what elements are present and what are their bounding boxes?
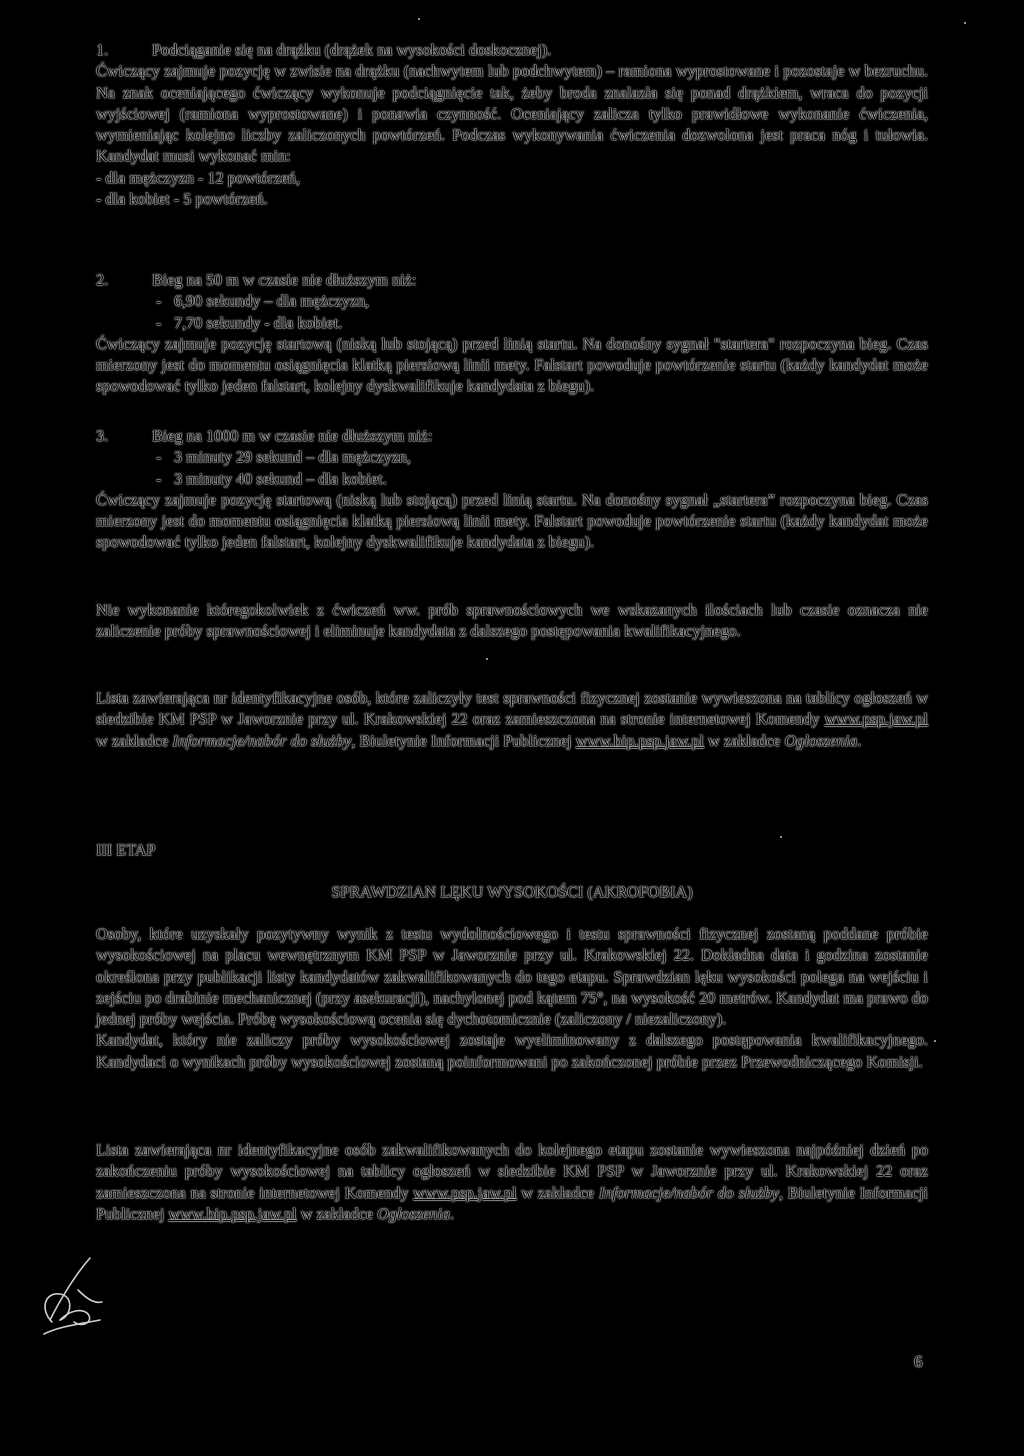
list-paragraph-2-text — [96, 1140, 928, 1225]
section-2-number: 2. — [96, 271, 109, 289]
link-psp-jaw-2[interactable]: www.psp.jaw.pl — [413, 1183, 517, 1202]
list-2-part-d: w zakładce — [296, 1204, 378, 1223]
section-1 — [96, 40, 928, 210]
link-psp-jaw[interactable]: www.psp.jaw.pl — [824, 710, 928, 729]
section-1-number: 1. — [96, 41, 109, 59]
list-paragraph-2 — [96, 1140, 928, 1225]
bullet-dash: - — [156, 313, 162, 332]
section-2-body: Ćwiczący zajmuje pozycję startową (niską lub stojącą) przed linią startu. Na donośny sygnał "startera" rozpoczyna bieg. Czas mierzony jest do momentu osiągnięcia klatką piersiową linii mety. Falstart powoduje powtórzenie startu (każdy kandydat może spowodować tylko jeden falstart, kolejny dyskwalifikuje kandydata z biegu). — [96, 334, 928, 396]
section-2-heading — [96, 270, 928, 291]
stage-3-paragraph-text: Osoby, które uzyskały pozytywny wynik z testu wydolnościowego i testu sprawności fizycznej zostaną poddane próbie wysokościowej na placu wewnętrznym KM PSP w Jaworznie przy ul. Krakowskiej 22. Dokładna data i godzina zostanie określona przy publikacji listy kandydatów zakwalifikowanych do tego etapu. Sprawdzian lęku wysokości polega na wejściu i zejściu po drabinie mechanicznej (przy asekuracji), nachylonej pod kątem 75°, na wysokość 20 metrów. Kandydat ma prawo do jednej próby wejścia. Próbę wysokościową ocenia się dychotomicznie (zaliczony / niezaliczony). — [96, 925, 928, 1029]
stage-3-title-text: SPRAWDZIAN LĘKU WYSOKOŚCI (AKROFOBIA) — [331, 883, 693, 901]
section-2-item-women-text: 7,70 sekundy - dla kobiet. — [174, 313, 343, 332]
list-2-italic-announcements: Ogłoszenia — [377, 1204, 450, 1223]
section-2-item-men — [96, 291, 928, 312]
scan-speck — [418, 18, 420, 20]
list-1-part-e: . — [857, 731, 862, 750]
section-2 — [96, 270, 928, 398]
list-2-italic-tab: Informacje/nabór do służby — [598, 1183, 779, 1202]
list-2-part-b: w zakładce — [516, 1183, 599, 1202]
requirement-women: - dla kobiet - 5 powtórzeń. — [96, 190, 268, 209]
section-3-item-women — [96, 469, 928, 490]
list-2-part-c: , Biuletynie Informacji Publicznej — [96, 1183, 928, 1223]
fail-paragraph — [96, 600, 928, 643]
link-bip-psp-jaw[interactable]: www.bip.psp.jaw.pl — [575, 731, 704, 750]
section-1-heading — [96, 40, 928, 61]
section-3-item-men-text: 3 minuty 29 sekund – dla mężczyzn, — [174, 448, 411, 467]
section-3 — [96, 426, 928, 554]
section-2-title: Bieg na 50 m w czasie nie dłuższym niż: — [152, 271, 417, 289]
list-1-italic-announcements: Ogłoszenia — [784, 731, 858, 750]
section-2-item-women — [96, 313, 928, 334]
handwritten-signature-icon — [30, 1250, 120, 1340]
stage-3-paragraph — [96, 924, 928, 1073]
list-paragraph-1-text — [96, 688, 928, 752]
list-1-part-b: w zakładce — [96, 731, 173, 750]
bullet-dash: - — [156, 469, 162, 488]
section-3-number: 3. — [96, 427, 109, 445]
stage-3-label — [96, 840, 928, 861]
list-1-part-a: Lista zawierająca nr identyfikacyjne osób, które zaliczyły test sprawności fizycznej zostanie wywieszona na tablicy ogłoszeń w siedzibie KM PSP w Jaworznie przy ul. Krakowskiej 22 oraz zamieszczona na stronie internetowej Komendy — [96, 689, 928, 729]
stage-3-title — [96, 882, 928, 903]
list-2-part-a: Lista zawierająca nr identyfikacyjne osób zakwalifikowanych do kolejnego etapu zostanie wywieszona najpóźniej dzień po zakończeniu próby wysokościowej na tablicy ogłoszeń w siedzibie KM PSP w Jaworznie przy ul. Krakowskiej 22 oraz zamieszczona na stronie internetowej Komendy — [96, 1141, 928, 1202]
scan-speck — [964, 22, 966, 24]
list-1-part-c: , Biuletynie Informacji Publicznej — [351, 731, 576, 750]
bullet-dash: - — [156, 292, 162, 311]
section-1-title: Podciąganie się na drążku (drążek na wysokości doskocznej). — [152, 41, 552, 59]
bullet-dash: - — [156, 448, 162, 467]
fail-paragraph-text: Nie wykonanie któregokolwiek z ćwiczeń ww. prób sprawnościowych we wskazanych ilościach lub czasie oznacza nie zaliczenie próby sprawnościowej i eliminuje kandydata z dalszego postępowania kwalifikacyjnego. — [96, 601, 928, 641]
section-3-item-women-text: 3 minuty 40 sekund – dla kobiet. — [174, 469, 387, 488]
list-1-italic-tab: Informacje/nabór do służby — [172, 731, 352, 750]
section-2-item-men-text: 6,90 sekundy – dla mężczyzn, — [174, 292, 370, 311]
section-3-heading — [96, 426, 928, 447]
page-number: 6 — [914, 1352, 923, 1371]
stage-3-paragraph-b-text: Kandydat, który nie zaliczy próby wysokościowej zostaje wyeliminowany z dalszego postępowania kwalifikacyjnego. Kandydaci o wynikach próby wysokościowej zostaną poinformowani po zakończonej próbie przez Przewodniczącego Komisji. — [96, 1031, 928, 1071]
section-3-item-men — [96, 447, 928, 468]
section-3-title: Bieg na 1000 m w czasie nie dłuższym niż: — [152, 427, 433, 445]
link-bip-psp-jaw-2[interactable]: www.bip.psp.jaw.pl — [168, 1204, 297, 1223]
section-1-body: Ćwiczący zajmuje pozycję w zwisie na drążku (nachwytem lub podchwytem) – ramiona wyprostowane i pozostaje w bezruchu. Na znak oceniającego ćwiczący wykonuje podciągnięcie tak, żeby broda znalazła się ponad drążkiem, wraca do pozycji wyjściowej (ramiona wyprostowane) i ponawia czynność. Oceniający zalicza tylko prawidłowe wykonanie ćwiczenia, wymieniając kolejno liczby zaliczonych powtórzeń. Podczas wykonywania ćwiczenia dozwolona jest praca nóg i tułowia. Kandydat musi wykonać min: — [96, 62, 928, 166]
list-1-part-d: w zakładce — [703, 731, 785, 750]
requirement-men: - dla mężczyzn - 12 powtórzeń, — [96, 168, 301, 187]
scan-speck — [780, 836, 782, 838]
section-3-body: Ćwiczący zajmuje pozycję startową (niską lub stojącą) przed linią startu. Na donośny sygnał „startera” rozpoczyna bieg. Czas mierzony jest do momentu osiągnięcia klatką piersiową linii mety. Falstart powoduje powtórzenie startu (każdy kandydat może spowodować tylko jeden falstart, kolejny dyskwalifikuje kandydata z biegu). — [96, 490, 928, 552]
list-2-part-e: . — [449, 1204, 455, 1223]
scan-speck — [934, 1040, 936, 1042]
scan-speck — [486, 658, 488, 660]
stage-3-label-text: III ETAP — [96, 841, 156, 859]
list-paragraph-1 — [96, 688, 928, 752]
